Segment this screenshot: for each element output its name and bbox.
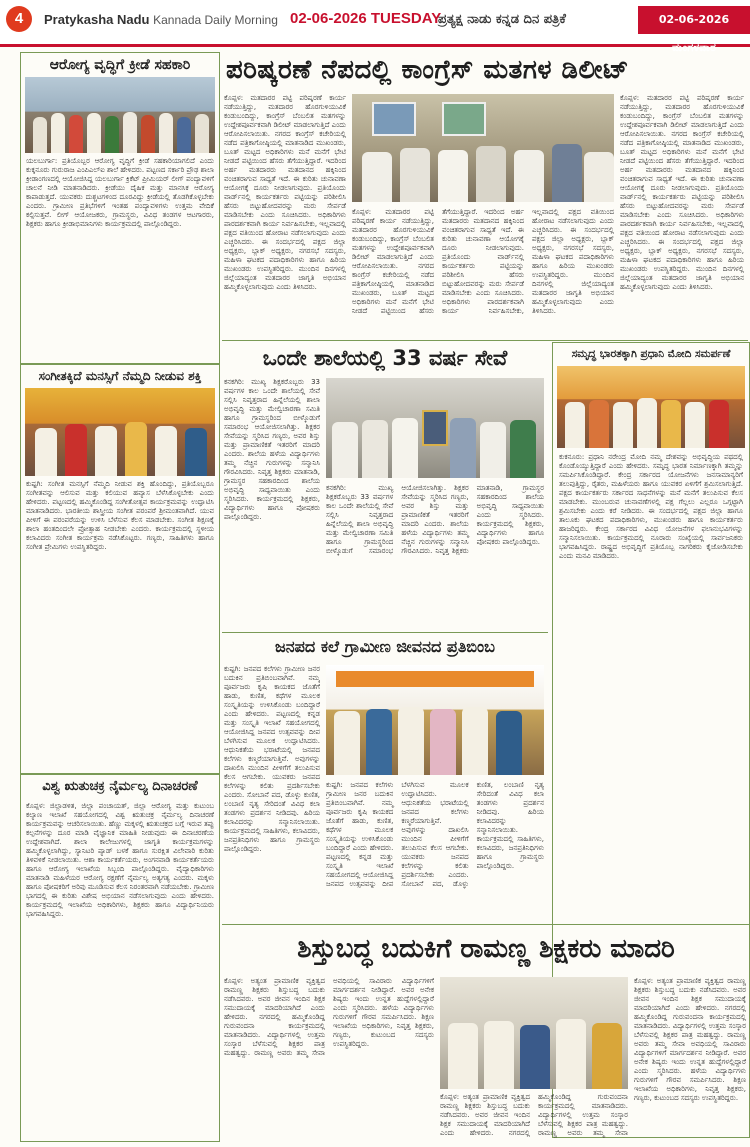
person-figure — [592, 1023, 622, 1089]
person-figure — [185, 428, 207, 476]
person-figure — [87, 113, 101, 153]
person-figure — [448, 1023, 478, 1089]
article-photo — [440, 977, 628, 1089]
article-photo — [326, 665, 544, 775]
person-figure — [123, 112, 137, 153]
person-figure — [398, 707, 424, 775]
article-headline: ಸಮೃದ್ಧ ಭಾರತಕ್ಕಾಗಿ ಪ್ರಧಾನಿ ಮೋದಿ ಸಮರ್ಪಣೆ — [571, 348, 731, 360]
article-photo — [352, 94, 614, 202]
person-figure — [514, 150, 544, 202]
article-photo — [25, 388, 215, 476]
wall-frame — [442, 102, 486, 136]
article-title: ಆರೋಗ್ಯ ವೃದ್ಧಿಗೆ ಕ್ರೀಡೆ ಸಹಕಾರಿ — [49, 57, 191, 73]
person-figure — [366, 709, 392, 775]
person-figure — [195, 114, 209, 153]
article-body: ಕೊಪ್ಪಳ: ಜಿಲ್ಲಾಡಳಿತ, ಜಿಲ್ಲಾ ಪಂಚಾಯತ್, ಜಿಲ್ಲಾ ಆರೋಗ್ಯ ಮತ್ತು ಕುಟುಂಬ ಕಲ್ಯಾಣ ಇಲಾಖೆ ಸಹಯೋಗದಲ್ಲಿ ವಿಶ್ವ ಋತುಚಕ್ರ ನೈರ್ಮಲ್ಯ ದಿನಾಚರಣೆ ಕಾರ್ಯಕ್ರಮವನ್ನು ಆಚರಿಸಲಾಯಿತು. ಹೆಣ್ಣು ಮಕ್ಕಳಲ್ಲಿ ಋತುಚಕ್ರದ ಬಗ್ಗೆ ಇರುವ ತಪ್ಪು ಕಲ್ಪನೆಗಳನ್ನು ದೂರ ಮಾಡಿ ವೈಜ್ಞಾನಿಕ ಮಾಹಿತಿ ನೀಡುವುದು ಈ ದಿನಾಚರಣೆಯ ಉದ್ದೇಶವಾಗಿದೆ. ಶಾಲಾ ಕಾಲೇಜುಗಳಲ್ಲಿ ಜಾಗೃತಿ ಕಾರ್ಯಕ್ರಮಗಳನ್ನು ಹಮ್ಮಿಕೊಳ್ಳಲಾಗಿದ್ದು, ಸ್ಯಾನಿಟರಿ ಪ್ಯಾಡ್ ಬಳಕೆ ಹಾಗೂ ಸುರಕ್ಷಿತ ವಿಲೇವಾರಿ ಕುರಿತು ತಿಳಿವಳಿಕೆ ನೀಡಲಾಯಿತು. ಆಶಾ ಕಾರ್ಯಕರ್ತೆಯರು, ಅಂಗನವಾಡಿ ಕಾರ್ಯಕರ್ತೆಯರು ಹಾಗೂ ಆರೋಗ್ಯ ಇಲಾಖೆಯ ಸಿಬ್ಬಂದಿ ಪಾಲ್ಗೊಂಡಿದ್ದರು. ವೈದ್ಯಾಧಿಕಾರಿಗಳು ಮಾತನಾಡಿ ಮಹಿಳೆಯರ ಆರೋಗ್ಯ ರಕ್ಷಣೆಗೆ ನೈರ್ಮಲ್ಯ ಅತ್ಯಗತ್ಯ ಎಂದರು. ಮಕ್ಕಳು ಹಾಗೂ ಪೋಷಕರಿಗೆ ಅರಿವು ಮೂಡಿಸುವ ಕೆಲಸ ನಿರಂತರವಾಗಿ ನಡೆಯಬೇಕು. ಗ್ರಾಮೀಣ ಭಾಗದಲ್ಲಿ ಈ ಕುರಿತು ವಿಶೇಷ ಅಭಿಯಾನ ನಡೆಸಲಾಗುವುದು ಎಂದು ಹೇಳಿದರು. ಕಾರ್ಯಕ್ರಮದಲ್ಲಿ ಇಲಾಖೆಯ ಅಧಿಕಾರಿಗಳು, ಶಿಕ್ಷಕರು ಹಾಗೂ ವಿದ್ಯಾರ್ಥಿನಿಯರು ಭಾಗವಹಿಸಿದ್ದರು. — [26, 802, 214, 918]
article-congress — [222, 50, 748, 338]
person-figure — [125, 422, 147, 476]
article-sports — [20, 52, 220, 364]
article-33-years-service — [222, 342, 548, 630]
article-headline: ಪರಿಷ್ಕರಣೆ ನೆಪದಲ್ಲಿ ಕಾಂಗ್ರೆಸ್ ಮತಗಳ ಡಿಲೀಟ್ — [226, 55, 629, 85]
person-figure — [141, 115, 155, 153]
person-figure — [565, 402, 585, 448]
article-body-left: ಕುಷ್ಟಗಿ: ಜನಪದ ಕಲೆಗಳು ಗ್ರಾಮೀಣ ಜನರ ಬದುಕಿನ ಪ್ರತಿಬಿಂಬವಾಗಿವೆ. ನಮ್ಮ ಪೂರ್ವಜರು ಕೃಷಿ ಕಾಯಕದ ಜೊತೆಗೆ ಹಾಡು, ಕುಣಿತ, ಕಥೆಗಳ ಮೂಲಕ ಸಂಸ್ಕೃತಿಯನ್ನು ಉಳಿಸಿಕೊಂಡು ಬಂದಿದ್ದಾರೆ ಎಂದು ಹೇಳಿದರು. ಪಟ್ಟಣದಲ್ಲಿ ಕನ್ನಡ ಮತ್ತು ಸಂಸ್ಕೃತಿ ಇಲಾಖೆ ಸಹಯೋಗದಲ್ಲಿ ಆಯೋಜಿಸಿದ್ದ ಜನಪದ ಉತ್ಸವವನ್ನು ದೀಪ ಬೆಳಗಿಸುವ ಮೂಲಕ ಉದ್ಘಾಟಿಸಿದರು. ಆಧುನಿಕತೆಯ ಭರಾಟೆಯಲ್ಲಿ ಜನಪದ ಕಲೆಗಳು ಕಣ್ಮರೆಯಾಗುತ್ತಿವೆ. ಅವುಗಳನ್ನು ದಾಖಲಿಸಿ ಮುಂದಿನ ಪೀಳಿಗೆಗೆ ತಲುಪಿಸುವ ಕೆಲಸ ಆಗಬೇಕು. ಯುವಕರು ಜನಪದ ಕಲೆಗಳನ್ನು ಕಲಿತು ಪ್ರದರ್ಶಿಸಬೇಕು ಎಂದರು. ಸೋಬಾನೆ ಪದ, ಡೊಳ್ಳು ಕುಣಿತ, ಲಂಬಾಣಿ ನೃತ್ಯ ಸೇರಿದಂತೆ ವಿವಿಧ ಕಲಾ ತಂಡಗಳು ಪ್ರದರ್ಶನ ನೀಡಿದವು. ಹಿರಿಯ ಕಲಾವಿದರನ್ನು ಸನ್ಮಾನಿಸಲಾಯಿತು. ಕಾರ್ಯಕ್ರಮದಲ್ಲಿ ಸಾಹಿತಿಗಳು, ಕಲಾವಿದರು, ಜನಪ್ರತಿನಿಧಿಗಳು ಹಾಗೂ ಗ್ರಾಮಸ್ಥರು ಪಾಲ್ಗೊಂಡಿದ್ದರು. — [224, 665, 320, 853]
article-menstrual-hygiene — [20, 774, 220, 1142]
person-figure — [520, 1025, 550, 1089]
page-number-badge: 4 — [6, 6, 32, 32]
article-body-left: ಕನಕಗಿರಿ: ಮುಖ್ಯ ಶಿಕ್ಷಕರೊಬ್ಬರು 33 ವರ್ಷಗಳ ಕಾಲ ಒಂದೇ ಶಾಲೆಯಲ್ಲಿ ಸೇವೆ ಸಲ್ಲಿಸಿ ನಿವೃತ್ತರಾದ ಹಿನ್ನೆಲೆಯಲ್ಲಿ ಶಾಲಾ ಅಭಿವೃದ್ಧಿ ಮತ್ತು ಮೇಲ್ವಿಚಾರಣಾ ಸಮಿತಿ ಹಾಗೂ ಗ್ರಾಮಸ್ಥರಿಂದ ಬೀಳ್ಕೊಡುಗೆ ಸಮಾರಂಭ ಆಯೋಜಿಸಲಾಗಿತ್ತು. ಶಿಕ್ಷಕರ ಸೇವೆಯನ್ನು ಸ್ಮರಿಸಿದ ಗಣ್ಯರು, ಅವರ ಶಿಸ್ತು ಮತ್ತು ಪ್ರಾಮಾಣಿಕತೆ ಇತರರಿಗೆ ಮಾದರಿ ಎಂದರು. ಶಾಲೆಯ ಹಳೆಯ ವಿದ್ಯಾರ್ಥಿಗಳು ತಮ್ಮ ನೆಚ್ಚಿನ ಗುರುಗಳನ್ನು ಸನ್ಮಾನಿಸಿ ಗೌರವಿಸಿದರು. ನಿವೃತ್ತ ಶಿಕ್ಷಕರು ಮಾತನಾಡಿ, ಗ್ರಾಮಸ್ಥರ ಸಹಕಾರದಿಂದ ಶಾಲೆಯ ಅಭಿವೃದ್ಧಿ ಸಾಧ್ಯವಾಯಿತು ಎಂದು ಸ್ಮರಿಸಿದರು. ಕಾರ್ಯಕ್ರಮದಲ್ಲಿ ಶಿಕ್ಷಕರು, ವಿದ್ಯಾರ್ಥಿಗಳು ಹಾಗೂ ಪೋಷಕರು ಪಾಲ್ಗೊಂಡಿದ್ದರು. — [224, 378, 320, 521]
person-figure — [430, 709, 456, 775]
person-figure — [105, 116, 119, 153]
person-figure — [400, 148, 430, 202]
person-figure — [438, 150, 468, 202]
wall-frame — [372, 102, 416, 136]
person-figure — [334, 711, 360, 775]
brand-name — [44, 12, 278, 27]
person-figure — [362, 152, 392, 202]
person-figure — [637, 398, 657, 448]
person-figure — [589, 400, 609, 448]
person-figure — [51, 113, 65, 153]
article-body-below-photo: ಕೊಪ್ಪಳ: ಅತ್ಯಂತ ಪ್ರಾಮಾಣಿಕ ವ್ಯಕ್ತಿತ್ವದ ರಾಮಣ್ಣ ಶಿಕ್ಷಕರು ಶಿಸ್ತುಬದ್ಧ ಬದುಕು ನಡೆಸಿದವರು. ಅವರ ಜೀವನ ಇಂದಿನ ಶಿಕ್ಷಕ ಸಮುದಾಯಕ್ಕೆ ಮಾದರಿಯಾಗಿದೆ ಎಂದು ಹೇಳಿದರು. ನಗರದಲ್ಲಿ ಹಮ್ಮಿಕೊಂಡಿದ್ದ ಗುರುವಂದನಾ ಕಾರ್ಯಕ್ರಮದಲ್ಲಿ ಮಾತನಾಡಿದರು. ವಿದ್ಯಾರ್ಥಿಗಳಲ್ಲಿ ಉತ್ತಮ ಸಂಸ್ಕಾರ ಬೆಳೆಸುವಲ್ಲಿ ಶಿಕ್ಷಕರ ಪಾತ್ರ ಮಹತ್ವದ್ದು. ರಾಮಣ್ಣ ಅವರು ತಮ್ಮ ಸೇವಾ — [440, 1093, 628, 1137]
article-body: ಯಲಬುರ್ಗಾ: ಪ್ರತಿಯೊಬ್ಬರ ಆರೋಗ್ಯ ವೃದ್ಧಿಗೆ ಕ್ರೀಡೆ ಸಹಕಾರಿಯಾಗಲಿದೆ ಎಂದು ಕುಕ್ಕನೂರು ಗುರುರಾಜ ಎಂಪಿಎಲ್‌ಐ ಶಾಲೆ ಹೇಳಿದರು. ಪಟ್ಟಣದ ಸರ್ಕಾರಿ ಪ್ರೌಢ ಶಾಲಾ ಕ್ರೀಡಾಂಗಣದಲ್ಲಿ ಆಯೋಜಿಸಿದ್ದ ಯಲಬುರ್ಗಾ ಕ್ರಿಕೆಟ್ ಪ್ರೀಮಿಯರ್ ಲೀಗ್ ಪಂದ್ಯಾವಳಿಗೆ ಚಾಲನೆ ನೀಡಿ ಮಾತನಾಡಿದರು. ಕ್ರೀಡೆಯು ದೈಹಿಕ ಮತ್ತು ಮಾನಸಿಕ ಆರೋಗ್ಯ ಕಾಪಾಡುತ್ತದೆ. ಯುವಕರು ದುಶ್ಚಟಗಳಿಂದ ದೂರವಿದ್ದು ಕ್ರೀಡೆಯಲ್ಲಿ ತೊಡಗಿಕೊಳ್ಳಬೇಕು ಎಂದರು. ಗ್ರಾಮೀಣ ಪ್ರತಿಭೆಗಳಿಗೆ ಇಂತಹ ಪಂದ್ಯಾವಳಿಗಳು ಉತ್ತಮ ವೇದಿಕೆ ಕಲ್ಪಿಸುತ್ತವೆ. ಲೀಗ್ ಆಯೋಜಕರು, ಗ್ರಾಮಸ್ಥರು, ವಿವಿಧ ತಂಡಗಳ ಆಟಗಾರರು, ಶಿಕ್ಷಕರು ಹಾಗೂ ಕ್ರೀಡಾಭಿಮಾನಿಗಳು ಕಾರ್ಯಕ್ರಮದಲ್ಲಿ ಪಾಲ್ಗೊಂಡಿದ್ದರು. — [26, 157, 214, 228]
person-figure — [556, 1019, 586, 1089]
person-figure — [65, 424, 87, 476]
person-figure — [392, 418, 418, 478]
person-figure — [661, 400, 681, 448]
divider — [222, 340, 748, 341]
person-figure — [177, 117, 191, 153]
banner — [336, 671, 534, 687]
person-figure — [332, 422, 358, 478]
person-figure — [95, 426, 117, 476]
article-title: ವಿಶ್ವ ಋತುಚಕ್ರ ನೈರ್ಮಲ್ಯ ದಿನಾಚರಣೆ — [42, 779, 198, 794]
person-figure — [613, 402, 633, 448]
portrait-frame — [422, 410, 448, 446]
person-figure — [510, 420, 536, 478]
person-figure — [709, 400, 729, 448]
brand-kannada: ಪ್ರತ್ಯಕ್ಷ ನಾಡು ಕನ್ನಡ ದಿನ ಪತ್ರಿಕೆ — [438, 12, 566, 27]
article-music — [20, 364, 220, 774]
article-title: ಸಂಗೀತಕ್ಕಿದೆ ಮನಸ್ಸಿಗೆ ನೆಮ್ಮದಿ ನೀಡುವ ಶಕ್ತಿ — [38, 369, 202, 383]
date-kannada: 02-06-2026 ಮಂಗಳವಾರ — [638, 6, 750, 34]
person-figure — [462, 707, 488, 775]
person-figure — [69, 115, 83, 153]
article-photo — [25, 77, 215, 153]
article-body-left: ಕೊಪ್ಪಳ: ಅತ್ಯಂತ ಪ್ರಾಮಾಣಿಕ ವ್ಯಕ್ತಿತ್ವದ ರಾಮಣ್ಣ ಶಿಕ್ಷಕರು ಶಿಸ್ತುಬದ್ಧ ಬದುಕು ನಡೆಸಿದವರು. ಅವರ ಜೀವನ ಇಂದಿನ ಶಿಕ್ಷಕ ಸಮುದಾಯಕ್ಕೆ ಮಾದರಿಯಾಗಿದೆ ಎಂದು ಹೇಳಿದರು. ನಗರದಲ್ಲಿ ಹಮ್ಮಿಕೊಂಡಿದ್ದ ಗುರುವಂದನಾ ಕಾರ್ಯಕ್ರಮದಲ್ಲಿ ಮಾತನಾಡಿದರು. ವಿದ್ಯಾರ್ಥಿಗಳಲ್ಲಿ ಉತ್ತಮ ಸಂಸ್ಕಾರ ಬೆಳೆಸುವಲ್ಲಿ ಶಿಕ್ಷಕರ ಪಾತ್ರ ಮಹತ್ವದ್ದು. ರಾಮಣ್ಣ ಅವರು ತಮ್ಮ ಸೇವಾ ಅವಧಿಯಲ್ಲಿ ಸಾವಿರಾರು ವಿದ್ಯಾರ್ಥಿಗಳಿಗೆ ಮಾರ್ಗದರ್ಶನ ನೀಡಿದ್ದಾರೆ. ಅವರ ಅನೇಕ ಶಿಷ್ಯರು ಇಂದು ಉನ್ನತ ಹುದ್ದೆಗಳಲ್ಲಿದ್ದಾರೆ ಎಂದು ಸ್ಮರಿಸಿದರು. ಹಳೆಯ ವಿದ್ಯಾರ್ಥಿಗಳು ಗುರುಗಳಿಗೆ ಗೌರವ ಸಮರ್ಪಿಸಿದರು. ಶಿಕ್ಷಣ ಇಲಾಖೆಯ ಅಧಿಕಾರಿಗಳು, ನಿವೃತ್ತ ಶಿಕ್ಷಕರು, ಗಣ್ಯರು, ಕುಟುಂಬದ ಸದಸ್ಯರು ಉಪಸ್ಥಿತರಿದ್ದರು. — [224, 977, 434, 1057]
article-body: ಕುಷ್ಟಗಿ: ಸಂಗೀತ ಮನಸ್ಸಿಗೆ ನೆಮ್ಮದಿ ನೀಡುವ ಶಕ್ತಿ ಹೊಂದಿದ್ದು, ಪ್ರತಿಯೊಬ್ಬರೂ ಸಂಗೀತವನ್ನು ಆಲಿಸುವ ಮತ್ತು ಕಲಿಯುವ ಹವ್ಯಾಸ ಬೆಳೆಸಿಕೊಳ್ಳಬೇಕು ಎಂದು ಹೇಳಿದರು. ಪಟ್ಟಣದಲ್ಲಿ ಹಮ್ಮಿಕೊಂಡಿದ್ದ ಸಂಗೀತೋತ್ಸವ ಕಾರ್ಯಕ್ರಮವನ್ನು ಉದ್ಘಾಟಿಸಿ ಮಾತನಾಡಿದರು. ಭಾರತೀಯ ಶಾಸ್ತ್ರೀಯ ಸಂಗೀತ ಪರಂಪರೆ ಶ್ರೀಮಂತವಾಗಿದೆ. ಯುವ ಪೀಳಿಗೆ ಈ ಪರಂಪರೆಯನ್ನು ಉಳಿಸಿ ಬೆಳೆಸುವ ಕೆಲಸ ಮಾಡಬೇಕು. ಸಂಗೀತ ಶಿಕ್ಷಣಕ್ಕೆ ಶಾಲಾ ಹಂತದಿಂದಲೇ ಪ್ರೋತ್ಸಾಹ ನೀಡಬೇಕು ಎಂದರು. ಕಾರ್ಯಕ್ರಮದಲ್ಲಿ ಸ್ಥಳೀಯ ಕಲಾವಿದರು ಸಂಗೀತ ಕಾರ್ಯಕ್ರಮ ನಡೆಸಿಕೊಟ್ಟರು. ಗಣ್ಯರು, ಸಾಹಿತಿಗಳು ಹಾಗೂ ಸಂಗೀತ ಪ್ರೇಮಿಗಳು ಉಪಸ್ಥಿತರಿದ್ದರು. — [26, 480, 214, 551]
masthead — [0, 0, 750, 54]
person-figure — [584, 152, 614, 202]
person-figure — [476, 146, 506, 202]
person-figure — [480, 422, 506, 478]
brand-title: Pratykasha Nadu — [44, 12, 150, 27]
article-body-right: ಕೊಪ್ಪಳ: ಅತ್ಯಂತ ಪ್ರಾಮಾಣಿಕ ವ್ಯಕ್ತಿತ್ವದ ರಾಮಣ್ಣ ಶಿಕ್ಷಕರು ಶಿಸ್ತುಬದ್ಧ ಬದುಕು ನಡೆಸಿದವರು. ಅವರ ಜೀವನ ಇಂದಿನ ಶಿಕ್ಷಕ ಸಮುದಾಯಕ್ಕೆ ಮಾದರಿಯಾಗಿದೆ ಎಂದು ಹೇಳಿದರು. ನಗರದಲ್ಲಿ ಹಮ್ಮಿಕೊಂಡಿದ್ದ ಗುರುವಂದನಾ ಕಾರ್ಯಕ್ರಮದಲ್ಲಿ ಮಾತನಾಡಿದರು. ವಿದ್ಯಾರ್ಥಿಗಳಲ್ಲಿ ಉತ್ತಮ ಸಂಸ್ಕಾರ ಬೆಳೆಸುವಲ್ಲಿ ಶಿಕ್ಷಕರ ಪಾತ್ರ ಮಹತ್ವದ್ದು. ರಾಮಣ್ಣ ಅವರು ತಮ್ಮ ಸೇವಾ ಅವಧಿಯಲ್ಲಿ ಸಾವಿರಾರು ವಿದ್ಯಾರ್ಥಿಗಳಿಗೆ ಮಾರ್ಗದರ್ಶನ ನೀಡಿದ್ದಾರೆ. ಅವರ ಅನೇಕ ಶಿಷ್ಯರು ಇಂದು ಉನ್ನತ ಹುದ್ದೆಗಳಲ್ಲಿದ್ದಾರೆ ಎಂದು ಸ್ಮರಿಸಿದರು. ಹಳೆಯ ವಿದ್ಯಾರ್ಥಿಗಳು ಗುರುಗಳಿಗೆ ಗೌರವ ಸಮರ್ಪಿಸಿದರು. ಶಿಕ್ಷಣ ಇಲಾಖೆಯ ಅಧಿಕಾರಿಗಳು, ನಿವೃತ್ತ ಶಿಕ್ಷಕರು, ಗಣ್ಯರು, ಕುಟುಂಬದ ಸದಸ್ಯರು ಉಪಸ್ಥಿತರಿದ್ದರು. — [634, 977, 746, 1102]
article-photo — [557, 366, 745, 448]
article-ramanna-teacher — [222, 924, 750, 1145]
article-body-left: ಕೊಪ್ಪಳ: ಮತದಾರರ ಪಟ್ಟಿ ಪರಿಷ್ಕರಣೆ ಕಾರ್ಯ ನಡೆಯುತ್ತಿದ್ದು, ಮತದಾರರ ಹೊರಗುಳಿಯುವಿಕೆ ಕಂಡುಬಂದಿದ್ದು, ಕಾಂಗ್ರೆಸ್ ಬೆಂಬಲಿತ ಮತಗಳನ್ನು ಉದ್ದೇಶಪೂರ್ವಕವಾಗಿ ಡಿಲೀಟ್ ಮಾಡಲಾಗುತ್ತಿದೆ ಎಂದು ಆರೋಪಿಸಲಾಯಿತು. ನಗರದ ಕಾಂಗ್ರೆಸ್ ಕಚೇರಿಯಲ್ಲಿ ನಡೆದ ಪತ್ರಿಕಾಗೋಷ್ಠಿಯಲ್ಲಿ ಮಾತನಾಡಿದ ಮುಖಂಡರು, ಬೂತ್ ಮಟ್ಟದ ಅಧಿಕಾರಿಗಳು ಮನೆ ಮನೆಗೆ ಭೇಟಿ ನೀಡದೆ ಪಟ್ಟಿಯಿಂದ ಹೆಸರು ತೆಗೆಯುತ್ತಿದ್ದಾರೆ. ಇದರಿಂದ ಅರ್ಹ ಮತದಾರರು ಮತದಾನದ ಹಕ್ಕಿನಿಂದ ವಂಚಿತರಾಗುವ ಸಾಧ್ಯತೆ ಇದೆ. ಈ ಕುರಿತು ಚುನಾವಣಾ ಆಯೋಗಕ್ಕೆ ದೂರು ನೀಡಲಾಗುವುದು. ಪ್ರತಿಯೊಂದು ವಾರ್ಡ್‌ನಲ್ಲಿ ಕಾರ್ಯಕರ್ತರು ಪಟ್ಟಿಯನ್ನು ಪರಿಶೀಲಿಸಿ ಹೆಸರು ಬಿಟ್ಟುಹೋದವರನ್ನು ಮರು ಸೇರ್ಪಡೆ ಮಾಡಿಸಬೇಕು ಎಂದು ಸೂಚಿಸಿದರು. ಅಧಿಕಾರಿಗಳು ಪಾರದರ್ಶಕವಾಗಿ ಕಾರ್ಯ ನಿರ್ವಹಿಸಬೇಕು, ಇಲ್ಲವಾದಲ್ಲಿ ಪಕ್ಷದ ವತಿಯಿಂದ ಹೋರಾಟ ನಡೆಸಲಾಗುವುದು ಎಂದು ಎಚ್ಚರಿಸಿದರು. ಈ ಸಂದರ್ಭದಲ್ಲಿ ಪಕ್ಷದ ಜಿಲ್ಲಾ ಅಧ್ಯಕ್ಷರು, ಬ್ಲಾಕ್ ಅಧ್ಯಕ್ಷರು, ನಗರಸಭೆ ಸದಸ್ಯರು, ಮಹಿಳಾ ಘಟಕದ ಪದಾಧಿಕಾರಿಗಳು ಹಾಗೂ ಹಿರಿಯ ಮುಖಂಡರು ಉಪಸ್ಥಿತರಿದ್ದರು. ಮುಂದಿನ ದಿನಗಳಲ್ಲಿ ಜಿಲ್ಲೆಯಾದ್ಯಂತ ಮತದಾರರ ಜಾಗೃತಿ ಅಭಿಯಾನ ಹಮ್ಮಿಕೊಳ್ಳಲಾಗುವುದು ಎಂದು ತಿಳಿಸಿದರು. — [224, 94, 346, 291]
person-figure — [362, 420, 388, 478]
person-figure — [35, 428, 57, 476]
person-figure — [496, 711, 522, 775]
article-body-continued: ಕುಷ್ಟಗಿ: ಜನಪದ ಕಲೆಗಳು ಗ್ರಾಮೀಣ ಜನರ ಬದುಕಿನ ಪ್ರತಿಬಿಂಬವಾಗಿವೆ. ನಮ್ಮ ಪೂರ್ವಜರು ಕೃಷಿ ಕಾಯಕದ ಜೊತೆಗೆ ಹಾಡು, ಕುಣಿತ, ಕಥೆಗಳ ಮೂಲಕ ಸಂಸ್ಕೃತಿಯನ್ನು ಉಳಿಸಿಕೊಂಡು ಬಂದಿದ್ದಾರೆ ಎಂದು ಹೇಳಿದರು. ಪಟ್ಟಣದಲ್ಲಿ ಕನ್ನಡ ಮತ್ತು ಸಂಸ್ಕೃತಿ ಇಲಾಖೆ ಸಹಯೋಗದಲ್ಲಿ ಆಯೋಜಿಸಿದ್ದ ಜನಪದ ಉತ್ಸವವನ್ನು ದೀಪ ಬೆಳಗಿಸುವ ಮೂಲಕ ಉದ್ಘಾಟಿಸಿದರು. ಆಧುನಿಕತೆಯ ಭರಾಟೆಯಲ್ಲಿ ಜನಪದ ಕಲೆಗಳು ಕಣ್ಮರೆಯಾಗುತ್ತಿವೆ. ಅವುಗಳನ್ನು ದಾಖಲಿಸಿ ಮುಂದಿನ ಪೀಳಿಗೆಗೆ ತಲುಪಿಸುವ ಕೆಲಸ ಆಗಬೇಕು. ಯುವಕರು ಜನಪದ ಕಲೆಗಳನ್ನು ಕಲಿತು ಪ್ರದರ್ಶಿಸಬೇಕು ಎಂದರು. ಸೋಬಾನೆ ಪದ, ಡೊಳ್ಳು ಕುಣಿತ, ಲಂಬಾಣಿ ನೃತ್ಯ ಸೇರಿದಂತೆ ವಿವಿಧ ಕಲಾ ತಂಡಗಳು ಪ್ರದರ್ಶನ ನೀಡಿದವು. ಹಿರಿಯ ಕಲಾವಿದರನ್ನು ಸನ್ಮಾನಿಸಲಾಯಿತು. ಕಾರ್ಯಕ್ರಮದಲ್ಲಿ ಸಾಹಿತಿಗಳು, ಕಲಾವಿದರು, ಜನಪ್ರತಿನಿಧಿಗಳು ಹಾಗೂ ಗ್ರಾಮಸ್ಥರು ಪಾಲ್ಗೊಂಡಿದ್ದರು. — [326, 781, 544, 888]
person-figure — [552, 144, 582, 202]
article-headline: ಶಿಸ್ತುಬದ್ಧ ಬದುಕಿಗೆ ರಾಮಣ್ಣ ಶಿಕ್ಷಕರು ಮಾದರಿ — [297, 934, 675, 964]
person-figure — [159, 113, 173, 153]
person-figure — [155, 426, 177, 476]
article-headline: ಜನಪದ ಕಲೆ ಗ್ರಾಮೀಣ ಜೀವನದ ಪ್ರತಿಬಿಂಬ — [275, 637, 495, 656]
person-figure — [450, 418, 476, 478]
date-english: 02-06-2026 TUESDAY — [290, 10, 442, 27]
article-body-right: ಕೊಪ್ಪಳ: ಮತದಾರರ ಪಟ್ಟಿ ಪರಿಷ್ಕರಣೆ ಕಾರ್ಯ ನಡೆಯುತ್ತಿದ್ದು, ಮತದಾರರ ಹೊರಗುಳಿಯುವಿಕೆ ಕಂಡುಬಂದಿದ್ದು, ಕಾಂಗ್ರೆಸ್ ಬೆಂಬಲಿತ ಮತಗಳನ್ನು ಉದ್ದೇಶಪೂರ್ವಕವಾಗಿ ಡಿಲೀಟ್ ಮಾಡಲಾಗುತ್ತಿದೆ ಎಂದು ಆರೋಪಿಸಲಾಯಿತು. ನಗರದ ಕಾಂಗ್ರೆಸ್ ಕಚೇರಿಯಲ್ಲಿ ನಡೆದ ಪತ್ರಿಕಾಗೋಷ್ಠಿಯಲ್ಲಿ ಮಾತನಾಡಿದ ಮುಖಂಡರು, ಬೂತ್ ಮಟ್ಟದ ಅಧಿಕಾರಿಗಳು ಮನೆ ಮನೆಗೆ ಭೇಟಿ ನೀಡದೆ ಪಟ್ಟಿಯಿಂದ ಹೆಸರು ತೆಗೆಯುತ್ತಿದ್ದಾರೆ. ಇದರಿಂದ ಅರ್ಹ ಮತದಾರರು ಮತದಾನದ ಹಕ್ಕಿನಿಂದ ವಂಚಿತರಾಗುವ ಸಾಧ್ಯತೆ ಇದೆ. ಈ ಕುರಿತು ಚುನಾವಣಾ ಆಯೋಗಕ್ಕೆ ದೂರು ನೀಡಲಾಗುವುದು. ಪ್ರತಿಯೊಂದು ವಾರ್ಡ್‌ನಲ್ಲಿ ಕಾರ್ಯಕರ್ತರು ಪಟ್ಟಿಯನ್ನು ಪರಿಶೀಲಿಸಿ ಹೆಸರು ಬಿಟ್ಟುಹೋದವರನ್ನು ಮರು ಸೇರ್ಪಡೆ ಮಾಡಿಸಬೇಕು ಎಂದು ಸೂಚಿಸಿದರು. ಅಧಿಕಾರಿಗಳು ಪಾರದರ್ಶಕವಾಗಿ ಕಾರ್ಯ ನಿರ್ವಹಿಸಬೇಕು, ಇಲ್ಲವಾದಲ್ಲಿ ಪಕ್ಷದ ವತಿಯಿಂದ ಹೋರಾಟ ನಡೆಸಲಾಗುವುದು ಎಂದು ಎಚ್ಚರಿಸಿದರು. ಈ ಸಂದರ್ಭದಲ್ಲಿ ಪಕ್ಷದ ಜಿಲ್ಲಾ ಅಧ್ಯಕ್ಷರು, ಬ್ಲಾಕ್ ಅಧ್ಯಕ್ಷರು, ನಗರಸಭೆ ಸದಸ್ಯರು, ಮಹಿಳಾ ಘಟಕದ ಪದಾಧಿಕಾರಿಗಳು ಹಾಗೂ ಹಿರಿಯ ಮುಖಂಡರು ಉಪಸ್ಥಿತರಿದ್ದರು. ಮುಂದಿನ ದಿನಗಳಲ್ಲಿ ಜಿಲ್ಲೆಯಾದ್ಯಂತ ಮತದಾರರ ಜಾಗೃತಿ ಅಭಿಯಾನ ಹಮ್ಮಿಕೊಳ್ಳಲಾಗುವುದು ಎಂದು ತಿಳಿಸಿದರು. — [620, 94, 744, 291]
article-folk-art — [222, 632, 548, 923]
article-headline: ಒಂದೇ ಶಾಲೆಯಲ್ಲಿ 33 ವರ್ಷ ಸೇವೆ — [262, 346, 508, 370]
article-body-continued: ಕನಕಗಿರಿ: ಮುಖ್ಯ ಶಿಕ್ಷಕರೊಬ್ಬರು 33 ವರ್ಷಗಳ ಕಾಲ ಒಂದೇ ಶಾಲೆಯಲ್ಲಿ ಸೇವೆ ಸಲ್ಲಿಸಿ ನಿವೃತ್ತರಾದ ಹಿನ್ನೆಲೆಯಲ್ಲಿ ಶಾಲಾ ಅಭಿವೃದ್ಧಿ ಮತ್ತು ಮೇಲ್ವಿಚಾರಣಾ ಸಮಿತಿ ಹಾಗೂ ಗ್ರಾಮಸ್ಥರಿಂದ ಬೀಳ್ಕೊಡುಗೆ ಸಮಾರಂಭ ಆಯೋಜಿಸಲಾಗಿತ್ತು. ಶಿಕ್ಷಕರ ಸೇವೆಯನ್ನು ಸ್ಮರಿಸಿದ ಗಣ್ಯರು, ಅವರ ಶಿಸ್ತು ಮತ್ತು ಪ್ರಾಮಾಣಿಕತೆ ಇತರರಿಗೆ ಮಾದರಿ ಎಂದರು. ಶಾಲೆಯ ಹಳೆಯ ವಿದ್ಯಾರ್ಥಿಗಳು ತಮ್ಮ ನೆಚ್ಚಿನ ಗುರುಗಳನ್ನು ಸನ್ಮಾನಿಸಿ ಗೌರವಿಸಿದರು. ನಿವೃತ್ತ ಶಿಕ್ಷಕರು ಮಾತನಾಡಿ, ಗ್ರಾಮಸ್ಥರ ಸಹಕಾರದಿಂದ ಶಾಲೆಯ ಅಭಿವೃದ್ಧಿ ಸಾಧ್ಯವಾಯಿತು ಎಂದು ಸ್ಮರಿಸಿದರು. ಕಾರ್ಯಕ್ರಮದಲ್ಲಿ ಶಿಕ್ಷಕರು, ವಿದ್ಯಾರ್ಥಿಗಳು ಹಾಗೂ ಪೋಷಕರು ಪಾಲ್ಗೊಂಡಿದ್ದರು. — [326, 484, 544, 555]
person-figure — [685, 402, 705, 448]
person-figure — [33, 117, 47, 153]
article-body-continued: ಕೊಪ್ಪಳ: ಮತದಾರರ ಪಟ್ಟಿ ಪರಿಷ್ಕರಣೆ ಕಾರ್ಯ ನಡೆಯುತ್ತಿದ್ದು, ಮತದಾರರ ಹೊರಗುಳಿಯುವಿಕೆ ಕಂಡುಬಂದಿದ್ದು, ಕಾಂಗ್ರೆಸ್ ಬೆಂಬಲಿತ ಮತಗಳನ್ನು ಉದ್ದೇಶಪೂರ್ವಕವಾಗಿ ಡಿಲೀಟ್ ಮಾಡಲಾಗುತ್ತಿದೆ ಎಂದು ಆರೋಪಿಸಲಾಯಿತು. ನಗರದ ಕಾಂಗ್ರೆಸ್ ಕಚೇರಿಯಲ್ಲಿ ನಡೆದ ಪತ್ರಿಕಾಗೋಷ್ಠಿಯಲ್ಲಿ ಮಾತನಾಡಿದ ಮುಖಂಡರು, ಬೂತ್ ಮಟ್ಟದ ಅಧಿಕಾರಿಗಳು ಮನೆ ಮನೆಗೆ ಭೇಟಿ ನೀಡದೆ ಪಟ್ಟಿಯಿಂದ ಹೆಸರು ತೆಗೆಯುತ್ತಿದ್ದಾರೆ. ಇದರಿಂದ ಅರ್ಹ ಮತದಾರರು ಮತದಾನದ ಹಕ್ಕಿನಿಂದ ವಂಚಿತರಾಗುವ ಸಾಧ್ಯತೆ ಇದೆ. ಈ ಕುರಿತು ಚುನಾವಣಾ ಆಯೋಗಕ್ಕೆ ದೂರು ನೀಡಲಾಗುವುದು. ಪ್ರತಿಯೊಂದು ವಾರ್ಡ್‌ನಲ್ಲಿ ಕಾರ್ಯಕರ್ತರು ಪಟ್ಟಿಯನ್ನು ಪರಿಶೀಲಿಸಿ ಹೆಸರು ಬಿಟ್ಟುಹೋದವರನ್ನು ಮರು ಸೇರ್ಪಡೆ ಮಾಡಿಸಬೇಕು ಎಂದು ಸೂಚಿಸಿದರು. ಅಧಿಕಾರಿಗಳು ಪಾರದರ್ಶಕವಾಗಿ ಕಾರ್ಯ ನಿರ್ವಹಿಸಬೇಕು, ಇಲ್ಲವಾದಲ್ಲಿ ಪಕ್ಷದ ವತಿಯಿಂದ ಹೋರಾಟ ನಡೆಸಲಾಗುವುದು ಎಂದು ಎಚ್ಚರಿಸಿದರು. ಈ ಸಂದರ್ಭದಲ್ಲಿ ಪಕ್ಷದ ಜಿಲ್ಲಾ ಅಧ್ಯಕ್ಷರು, ಬ್ಲಾಕ್ ಅಧ್ಯಕ್ಷರು, ನಗರಸಭೆ ಸದಸ್ಯರು, ಮಹಿಳಾ ಘಟಕದ ಪದಾಧಿಕಾರಿಗಳು ಹಾಗೂ ಹಿರಿಯ ಮುಖಂಡರು ಉಪಸ್ಥಿತರಿದ್ದರು. ಮುಂದಿನ ದಿನಗಳಲ್ಲಿ ಜಿಲ್ಲೆಯಾದ್ಯಂತ ಮತದಾರರ ಜಾಗೃತಿ ಅಭಿಯಾನ ಹಮ್ಮಿಕೊಳ್ಳಲಾಗುವುದು ಎಂದು ತಿಳಿಸಿದರು. — [352, 208, 614, 315]
person-figure — [484, 1021, 514, 1089]
brand-subtitle: Kannada Daily Morning — [153, 13, 278, 27]
article-photo — [326, 378, 544, 478]
article-body: ಕುಕನೂರು: ಪ್ರಧಾನಿ ನರೇಂದ್ರ ಮೋದಿ ನಮ್ಮ ದೇಶವನ್ನು ಅಭಿವೃದ್ಧಿಯ ಪಥದಲ್ಲಿ ಕೊಂಡೊಯ್ಯುತ್ತಿದ್ದಾರೆ ಎಂದು ಹೇಳಿದರು. ಸಮೃದ್ಧ ಭಾರತ ನಿರ್ಮಾಣಕ್ಕಾಗಿ ತಮ್ಮನ್ನು ಸಮರ್ಪಿಸಿಕೊಂಡಿದ್ದಾರೆ. ಕೇಂದ್ರ ಸರ್ಕಾರದ ಯೋಜನೆಗಳು ಜನಸಾಮಾನ್ಯರಿಗೆ ತಲುಪುತ್ತಿದ್ದು, ರೈತರು, ಮಹಿಳೆಯರು ಹಾಗೂ ಯುವಕರ ಏಳಿಗೆಗೆ ಶ್ರಮಿಸಲಾಗುತ್ತಿದೆ. ಪಕ್ಷದ ಕಾರ್ಯಕರ್ತರು ಸರ್ಕಾರದ ಸಾಧನೆಗಳನ್ನು ಮನೆ ಮನೆಗೆ ತಲುಪಿಸುವ ಕೆಲಸ ಮಾಡಬೇಕು. ಮುಂಬರುವ ಚುನಾವಣೆಗಳಲ್ಲಿ ಪಕ್ಷ ಗೆಲ್ಲಲು ಎಲ್ಲರೂ ಒಗ್ಗಟ್ಟಾಗಿ ಶ್ರಮಿಸಬೇಕು ಎಂದು ಕರೆ ನೀಡಿದರು. ಈ ಸಂದರ್ಭದಲ್ಲಿ ಪಕ್ಷದ ಜಿಲ್ಲಾ ಹಾಗೂ ತಾಲೂಕು ಘಟಕದ ಪದಾಧಿಕಾರಿಗಳು, ಮುಖಂಡರು ಹಾಗೂ ಕಾರ್ಯಕರ್ತರು ಹಾಜರಿದ್ದರು. ಕೇಂದ್ರ ಸರ್ಕಾರದ ವಿವಿಧ ಯೋಜನೆಗಳ ಫಲಾನುಭವಿಗಳನ್ನು ಸನ್ಮಾನಿಸಲಾಯಿತು. ಕಾರ್ಯಕ್ರಮದಲ್ಲಿ ನೂರಾರು ಸಂಖ್ಯೆಯಲ್ಲಿ ಸಾರ್ವಜನಿಕರು ಭಾಗವಹಿಸಿದ್ದರು. ರಾಷ್ಟ್ರದ ಅಭಿವೃದ್ಧಿಗೆ ಪ್ರತಿಯೊಬ್ಬ ನಾಗರಿಕರು ಕೈಜೋಡಿಸಬೇಕು ಎಂದು ಮನವಿ ಮಾಡಿದರು. — [559, 453, 743, 560]
